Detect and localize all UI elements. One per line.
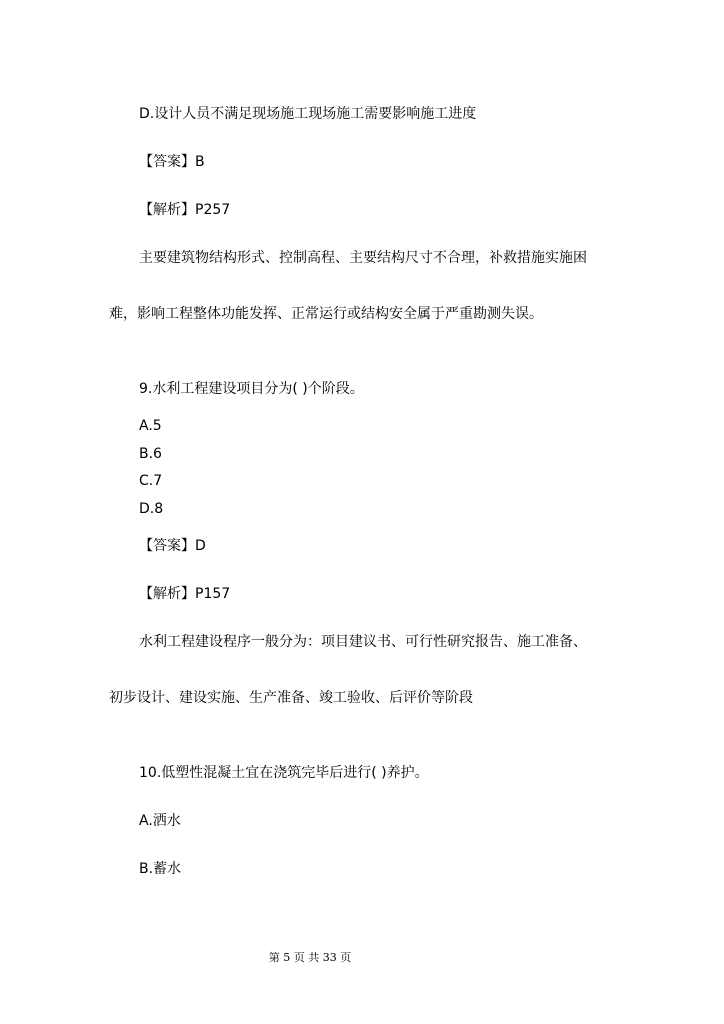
q9-analysis-line1: 水利工程建设程序一般分为：项目建议书、可行性研究报告、施工准备、: [139, 634, 587, 650]
q9-answer: 【答案】D: [139, 538, 206, 554]
q8-analysis-line1: 主要建筑物结构形式、控制高程、主要结构尺寸不合理，补救措施实施困: [139, 250, 587, 266]
q9-analysis-line2: 初步设计、建设实施、生产准备、竣工验收、后评价等阶段: [109, 690, 473, 706]
q9-question: 9.水利工程建设项目分为( )个阶段。: [139, 381, 364, 397]
q10-option-a: A.洒水: [139, 813, 181, 829]
q9-analysis-label: 【解析】P157: [139, 586, 231, 602]
q9-option-a: A.5: [139, 418, 162, 434]
q9-option-d: D.8: [139, 501, 164, 517]
q8-option-d: D.设计人员不满足现场施工现场施工需要影响施工进度: [139, 106, 477, 122]
q8-answer: 【答案】B: [139, 154, 205, 170]
q9-option-c: C.7: [139, 473, 163, 489]
q8-analysis-line2: 难，影响工程整体功能发挥、正常运行或结构安全属于严重勘测失误。: [109, 306, 543, 322]
q10-option-b: B.蓄水: [139, 861, 182, 877]
q8-analysis-label: 【解析】P257: [139, 202, 231, 218]
q10-question: 10.低塑性混凝土宜在浇筑完毕后进行( )养护。: [139, 765, 429, 781]
q9-option-b: B.6: [139, 446, 162, 462]
page-footer: 第 5 页 共 33 页: [268, 951, 352, 964]
